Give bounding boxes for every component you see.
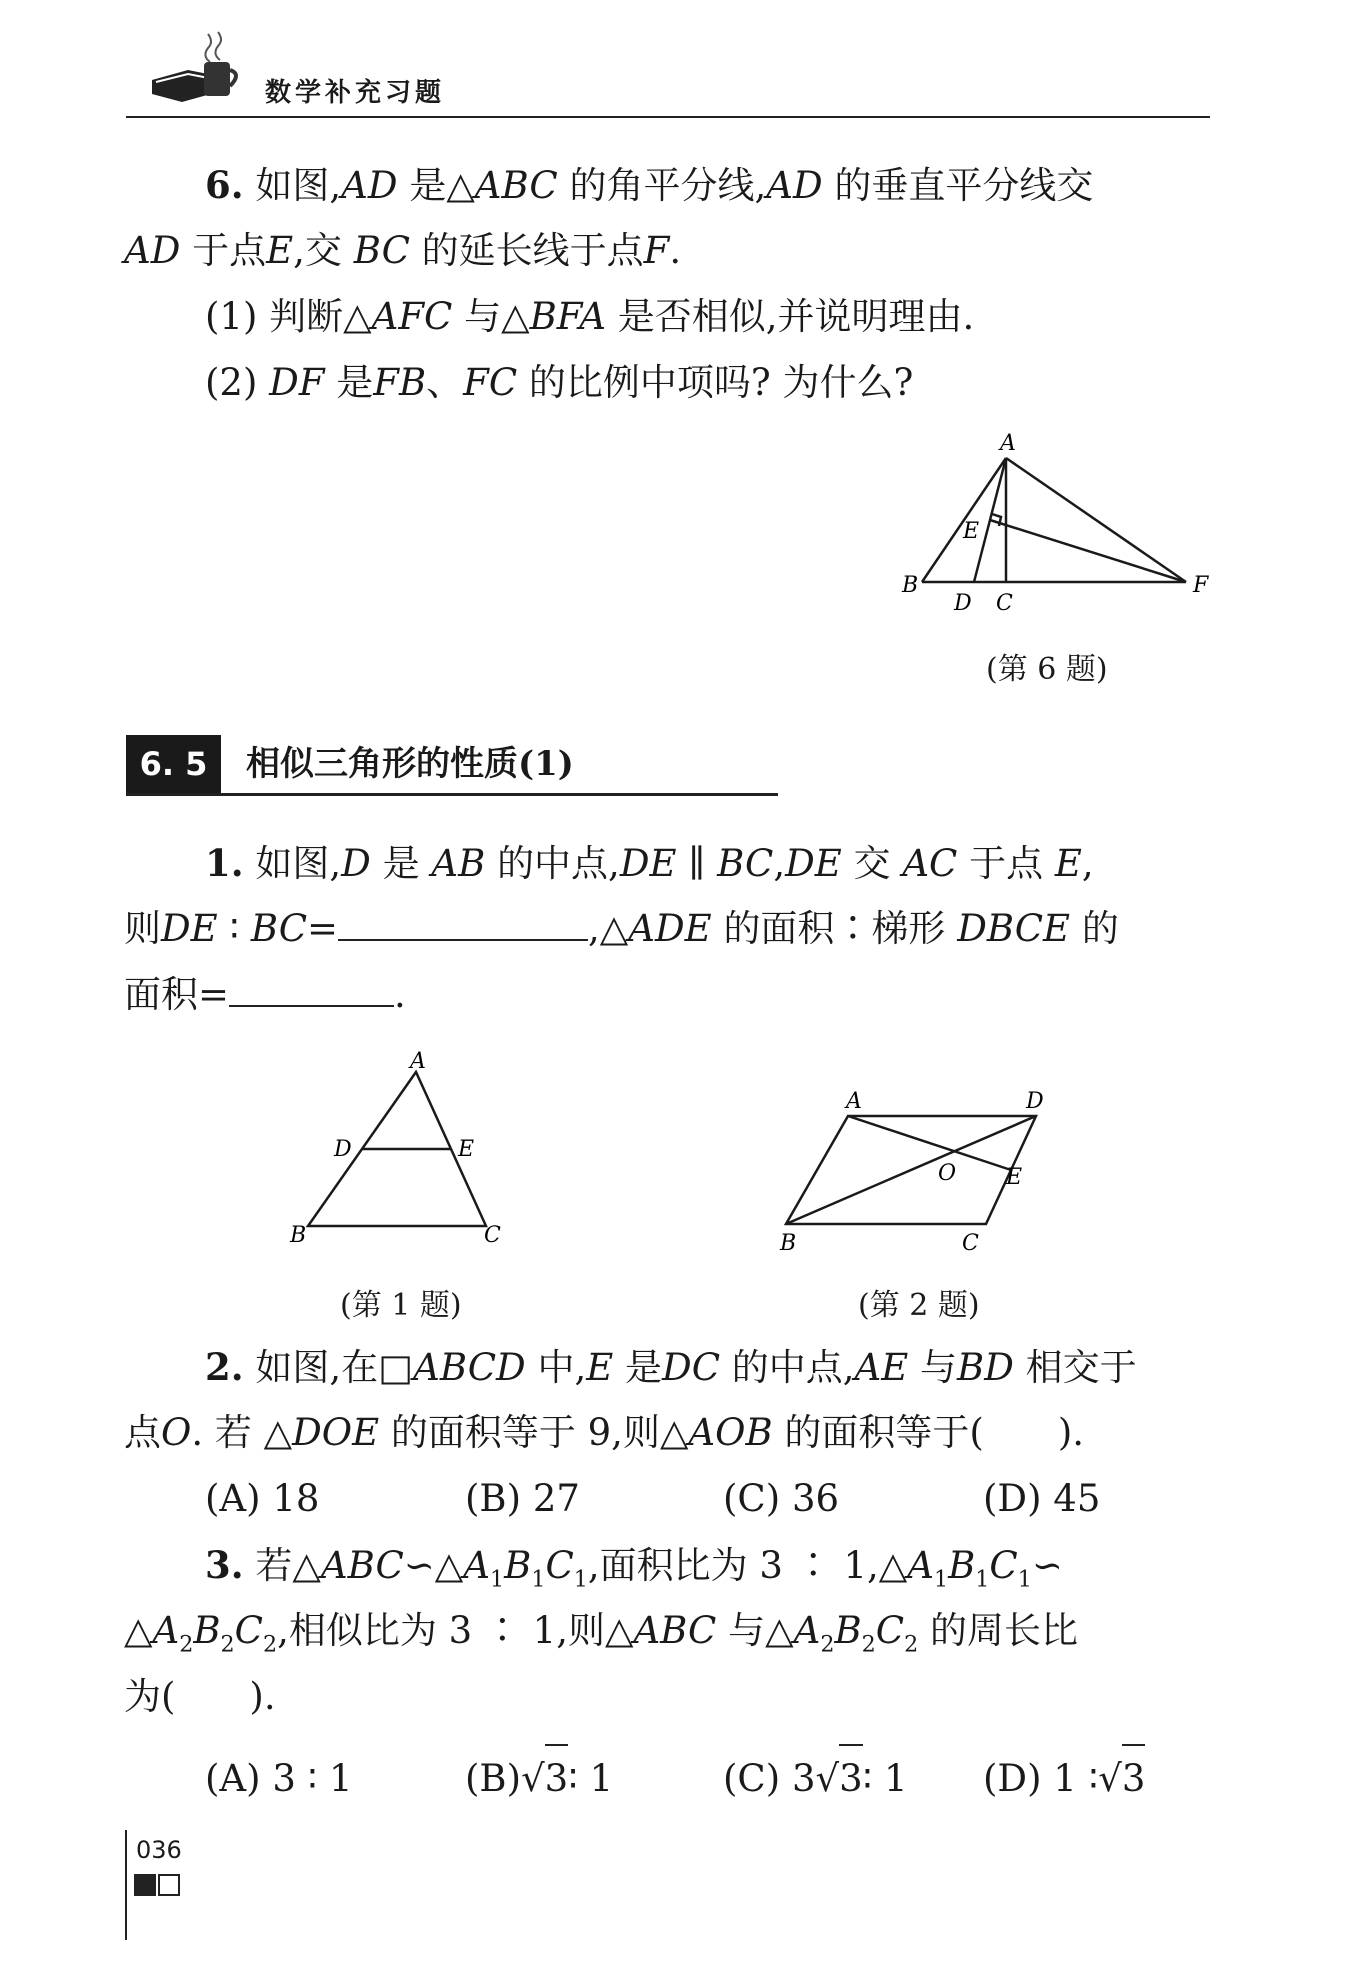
footer-rule xyxy=(125,1830,127,1940)
q3-options xyxy=(205,1744,1145,1812)
q2-label-C: C xyxy=(962,1231,979,1256)
q1-figure xyxy=(280,1050,520,1250)
q1-label-B: B xyxy=(290,1223,307,1248)
header-book-cup-icon xyxy=(148,28,248,108)
q3-option-b[interactable]: (B)√3∶ 1 xyxy=(465,1744,723,1812)
section-number: 6. 5 xyxy=(126,735,221,793)
q2-options xyxy=(205,1466,1100,1532)
q3-option-c[interactable]: (C) 3√3∶ 1 xyxy=(723,1744,983,1812)
q6-label-E: E xyxy=(963,519,980,544)
empty-square-icon xyxy=(158,1874,180,1896)
q2-label-B: B xyxy=(780,1231,797,1256)
q3-option-a[interactable]: (A) 3 ∶ 1 xyxy=(205,1757,353,1800)
q6-line1: 6. 如图,AD 是△ABC 的角平分线,AD 的垂直平分线交 xyxy=(205,163,1094,207)
q6-label-B: B xyxy=(902,573,919,598)
q6-sub1: (1) 判断△AFC 与△BFA 是否相似,并说明理由. xyxy=(205,295,975,338)
q1-caption: (第 1 题) xyxy=(340,1288,462,1323)
q2-label-O: O xyxy=(938,1161,957,1186)
q6-sub2: (2) DF 是FB、FC 的比例中项吗? 为什么? xyxy=(205,361,914,404)
q2-figure xyxy=(770,1080,1070,1260)
q6-figure xyxy=(890,420,1230,620)
header-title: 数学补充习题 xyxy=(265,78,446,108)
sqrt-icon: √ xyxy=(1098,1757,1122,1800)
q2-label-A: A xyxy=(846,1089,862,1114)
q3-option-d[interactable]: (D) 1 ∶√3 xyxy=(983,1744,1145,1812)
q6-label-C: C xyxy=(996,591,1013,616)
section-header xyxy=(126,735,778,796)
q1-label-C: C xyxy=(484,1223,501,1248)
q3-line3: 为( ). xyxy=(124,1675,276,1718)
filled-square-icon xyxy=(134,1874,156,1896)
q2-option-d[interactable]: (D) 45 xyxy=(983,1477,1101,1520)
page-number: 036 xyxy=(136,1836,182,1864)
q2-line2: 点O. 若 △DOE 的面积等于 9,则△AOB 的面积等于( ). xyxy=(124,1411,1085,1454)
sqrt-icon: √ xyxy=(815,1757,840,1800)
sqrt-icon: √ xyxy=(521,1757,545,1800)
q1-label-E: E xyxy=(458,1137,475,1162)
q2-caption: (第 2 题) xyxy=(858,1288,980,1323)
q6-label-A: A xyxy=(1000,431,1016,456)
q3-line1: 3. 若$\triangle ABC∽\triangle A_1B_1C_1$,面积比为 3 ∶ $1,\triangle A_1B_1C_1∽$ xyxy=(205,1543,1063,1593)
q1-label-D: D xyxy=(334,1137,352,1162)
q1-answer-blank-area[interactable] xyxy=(229,965,394,1007)
q2-label-E: E xyxy=(1006,1165,1023,1190)
q1-line1: 1. 如图,D 是 AB 的中点,DE ∥ BC,DE 交 AC 于点 E, xyxy=(205,841,1094,885)
q6-label-F: F xyxy=(1193,573,1209,598)
q1-line2: 则DE ∶ BC= ,△ADE 的面积∶梯形 DBCE 的 xyxy=(124,896,1119,962)
q2-label-D: D xyxy=(1026,1089,1044,1114)
q6-line2: AD 于点E,交 BC 的延长线于点F. xyxy=(124,229,682,272)
q6-caption: (第 6 题) xyxy=(986,652,1108,687)
q2-option-c[interactable]: (C) 36 xyxy=(723,1477,840,1520)
header-rule xyxy=(126,116,1210,118)
q2-option-a[interactable]: (A) 18 xyxy=(205,1477,320,1520)
q1-line3: 面积= . xyxy=(124,962,406,1028)
q3-line2: $\triangle A_2B_2C_2$,相似比为 3 ∶ 1,则△ABC 与$\triangle A_2B_2C_2$ 的周长比 xyxy=(124,1609,1078,1658)
q1-answer-blank-ratio[interactable] xyxy=(338,899,588,941)
q1-label-A: A xyxy=(410,1050,426,1074)
section-title: 相似三角形的性质(1) xyxy=(246,744,574,784)
q2-line1: 2. 如图,在□ABCD 中,E 是DC 的中点,AE 与BD 相交于 xyxy=(205,1345,1137,1389)
q6-label-D: D xyxy=(954,591,972,616)
q2-option-b[interactable]: (B) 27 xyxy=(465,1477,580,1520)
